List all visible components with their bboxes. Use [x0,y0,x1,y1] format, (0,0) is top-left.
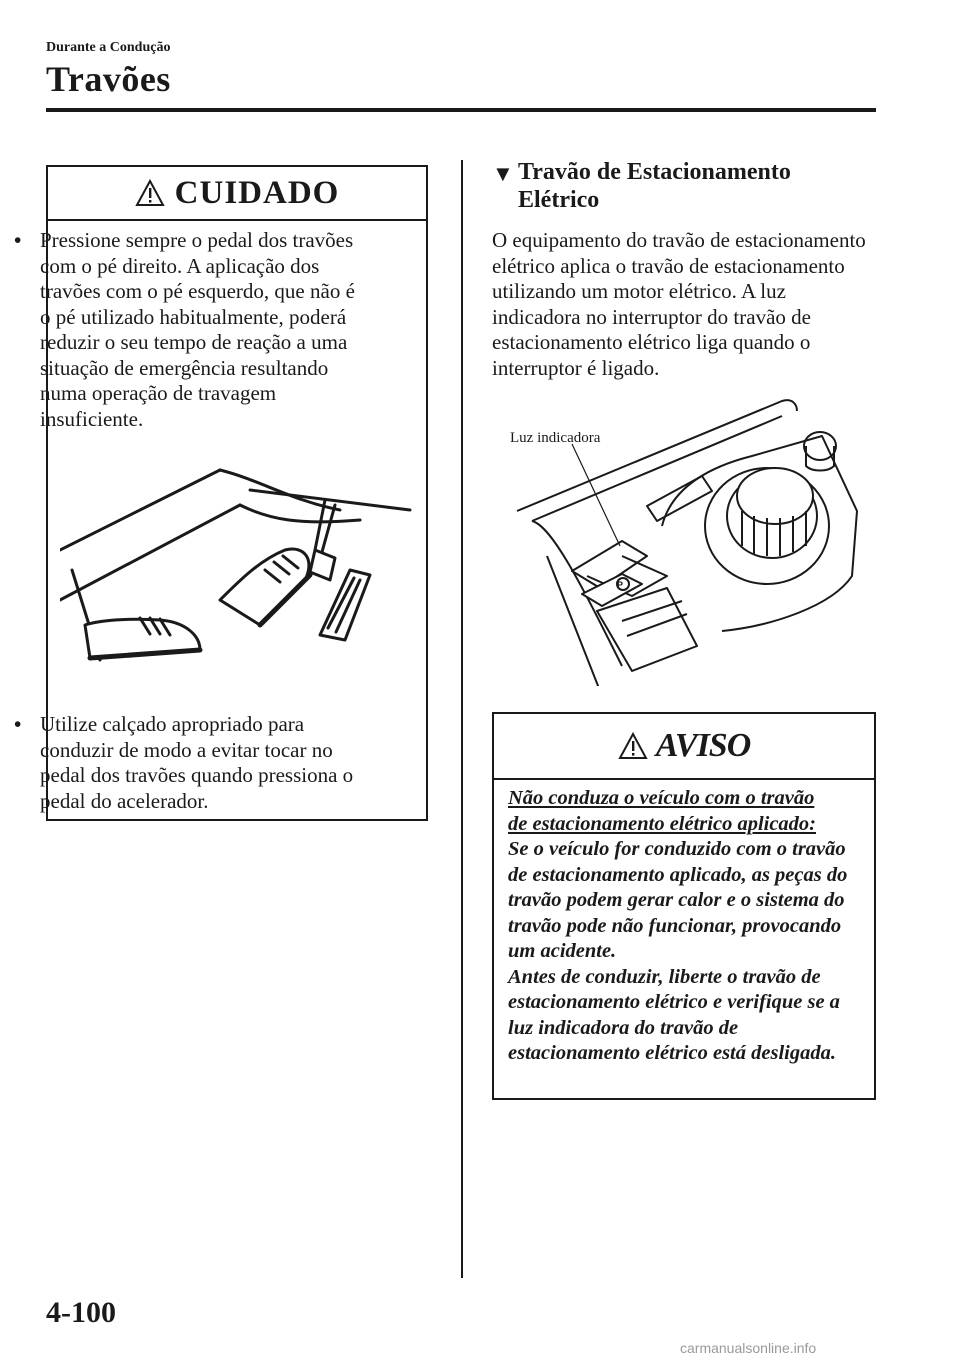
watermark: carmanualsonline.info [680,1340,817,1356]
caution-bullet-2-text: Utilize calçado apropriado para conduzir de modo a evitar tocar no pedal dos travões quando pressiona o pedal do acelerador. [40,712,354,813]
warning-header [494,714,874,780]
leader-line [572,444,620,546]
warning-paragraph-1: Se o veículo for conduzido com o travão de estacionamento aplicado, as peças do travão podem gerar calor e o sistema do travão pode não funcionar, provocando um acidente. [508,838,848,962]
caution-bullet-1-text: Pressione sempre o pedal dos travões com o pé direito. A aplicação dos travões com o pé esquerdo, que não é o pé utilizado habitualmente, poderá reduzir o seu tempo de reação a uma situação de emergência resultando numa operação de travagem insuficiente. [40,228,355,431]
warning-heading-line-2: de estacionamento elétrico aplicado: [508,812,817,835]
warning-triangle-icon [135,179,165,207]
figure-label-indicator: Luz indicadora [510,430,601,446]
warning-triangle-icon [618,732,648,760]
title-rule [46,108,876,112]
bullet-dot: • [14,712,22,736]
caution-bullet-1 [14,228,364,432]
park-symbol-icon: P [616,580,624,590]
warning-paragraph-2: Antes de conduzir, liberte o travão de estacionamento elétrico e verifique se a luz indicadora do travão de estacionamento elétrico está desligada. [508,965,840,1064]
page-number: 4-100 [46,1296,116,1329]
warning-body [508,786,864,1067]
section-heading [492,158,872,214]
column-divider [461,160,463,1278]
caution-header [48,167,426,221]
page-title: Travões [46,59,171,99]
bullet-dot: • [14,228,22,252]
epb-description: O equipamento do travão de estacionamento elétrico aplica o travão de estacionamento utilizando um motor elétrico. A luz indicadora no interruptor do travão de estacionamento elétrico liga quando o interruptor é ligado. [492,228,866,380]
warning-box [492,712,876,1100]
section-label: Durante a Condução [46,40,171,55]
warning-title: AVISO [655,727,751,764]
triangle-marker-icon: ▼ [492,161,514,186]
warning-heading-line-1: Não conduza o veículo com o travão [508,787,815,809]
section-heading-text: Travão de Estacionamento Elétrico [518,159,791,213]
pedal-illustration [60,450,420,690]
caution-title: CUIDADO [174,174,340,211]
caution-bullet-2 [14,712,364,814]
